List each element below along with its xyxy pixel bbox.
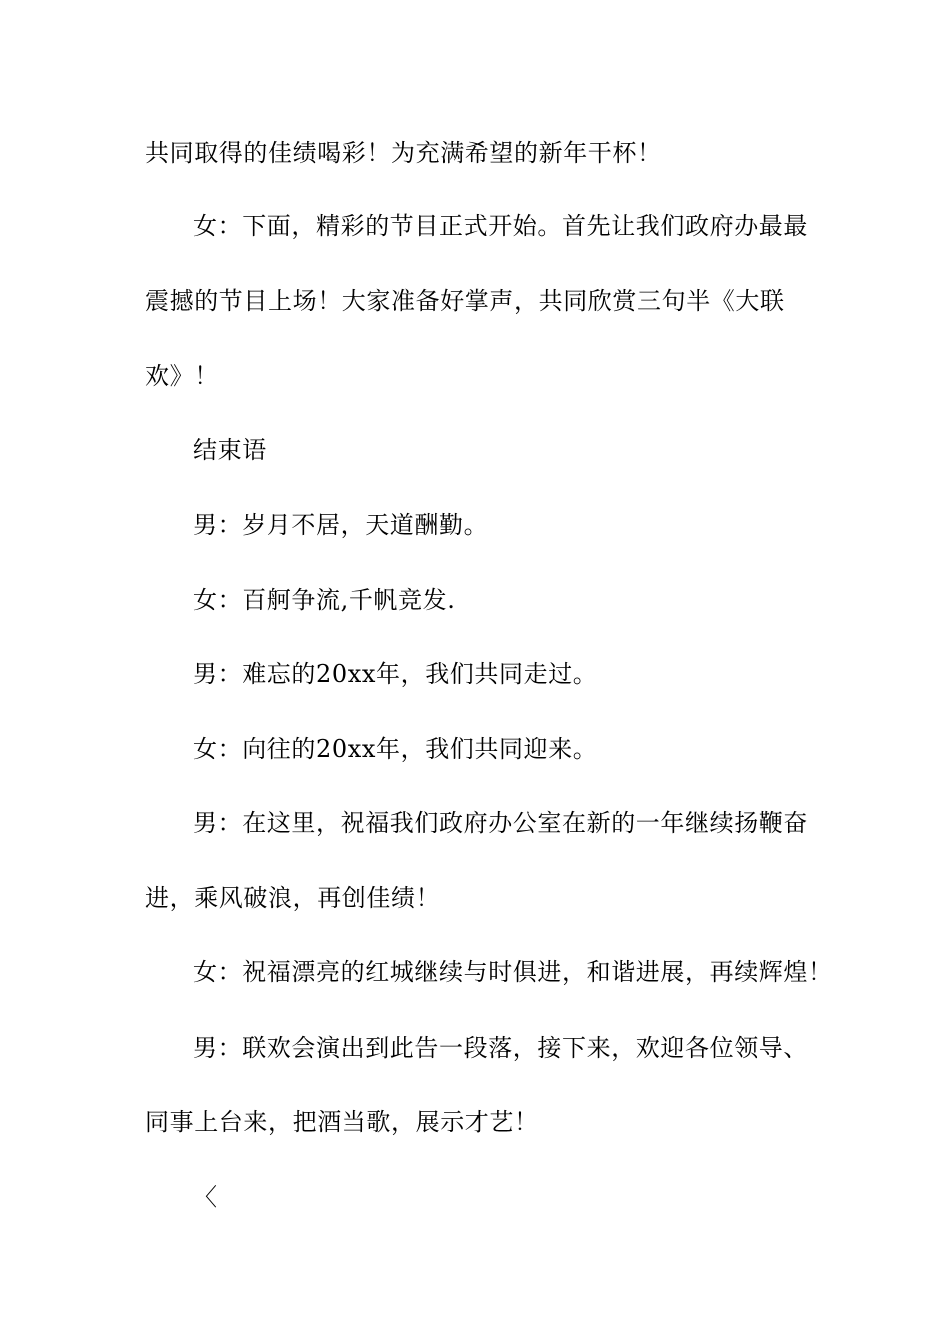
paragraph-line: 男：难忘的20xx年，我们共同走过。 (193, 660, 598, 688)
paragraph-line: 男：联欢会演出到此告一段落，接下来，欢迎各位领导、 (193, 1034, 808, 1062)
paragraph-continuation-line: 共同取得的佳绩喝彩！为充满希望的新年干杯！ (145, 139, 662, 167)
paragraph-line: 同事上台来，把酒当歌，展示才艺！ (145, 1108, 539, 1136)
angle-bracket-mark: 〈 (193, 1183, 218, 1211)
paragraph-line: 女：百舸争流,千帆竞发. (193, 586, 456, 614)
paragraph-line: 男：岁月不居，天道酬勤。 (193, 511, 489, 539)
section-heading: 结束语 (193, 436, 267, 464)
paragraph-line: 欢》！ (145, 362, 219, 390)
paragraph-line: 女：下面，精彩的节目正式开始。首先让我们政府办最最 (193, 212, 808, 240)
paragraph-line: 震撼的节目上场！大家准备好掌声，共同欣赏三句半《大联 (145, 287, 785, 315)
paragraph-line: 女：向往的20xx年，我们共同迎来。 (193, 735, 598, 763)
paragraph-line: 男：在这里，祝福我们政府办公室在新的一年继续扬鞭奋 (193, 809, 808, 837)
paragraph-line: 女：祝福漂亮的红城继续与时俱进，和谐进展，再续辉煌！ (193, 958, 833, 986)
paragraph-line: 进，乘风破浪，再创佳绩！ (145, 884, 441, 912)
